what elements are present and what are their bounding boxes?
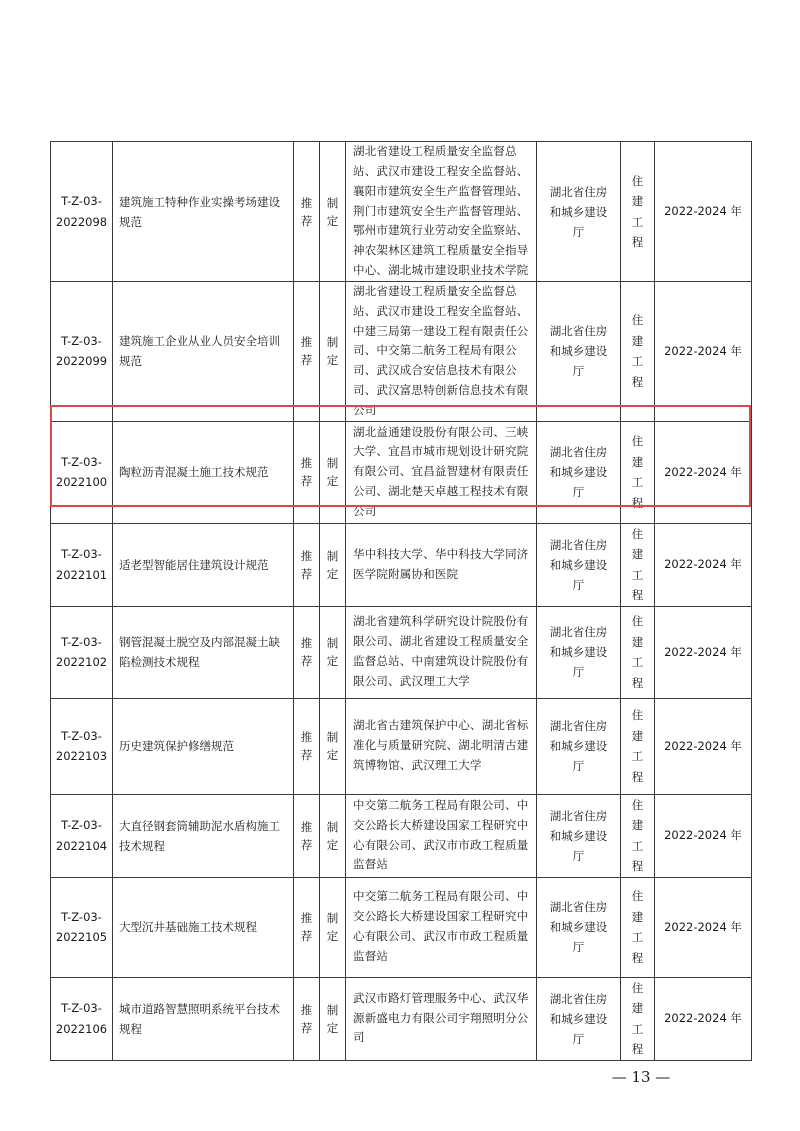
standard-nature: 制定 xyxy=(320,698,346,794)
competent-department: 湖北省住房和城乡建设厅 xyxy=(537,606,621,698)
standard-type: 推荐 xyxy=(294,421,320,523)
standard-nature: 制定 xyxy=(320,142,346,282)
category: 住建工程 xyxy=(621,977,655,1060)
standard-type: 推荐 xyxy=(294,142,320,282)
period: 2022-2024 年 xyxy=(655,977,752,1060)
table-row xyxy=(51,794,752,877)
category: 住建工程 xyxy=(621,698,655,794)
standard-nature: 制定 xyxy=(320,282,346,422)
table-row xyxy=(51,877,752,977)
period: 2022-2024 年 xyxy=(655,877,752,977)
drafting-units: 中交第二航务工程局有限公司、中交公路长大桥建设国家工程研究中心有限公司、武汉市市政工程质量监督站 xyxy=(346,794,537,877)
standard-nature: 制定 xyxy=(320,877,346,977)
category: 住建工程 xyxy=(621,523,655,606)
competent-department: 湖北省住房和城乡建设厅 xyxy=(537,282,621,422)
standard-nature: 制定 xyxy=(320,523,346,606)
standard-nature: 制定 xyxy=(320,794,346,877)
standard-name: 城市道路智慧照明系统平台技术规程 xyxy=(113,977,294,1060)
standard-nature: 制定 xyxy=(320,421,346,523)
table-row xyxy=(51,142,752,282)
standard-code: T-Z-03-2022100 xyxy=(51,421,113,523)
category: 住建工程 xyxy=(621,877,655,977)
drafting-units: 湖北省古建筑保护中心、湖北省标准化与质量研究院、湖北明清古建筑博物馆、武汉理工大学 xyxy=(346,698,537,794)
drafting-units: 湖北益通建设股份有限公司、三峡大学、宜昌市城市规划设计研究院有限公司、宜昌益智建材有限责任公司、湖北楚天卓越工程技术有限公司 xyxy=(346,421,537,523)
standard-code: T-Z-03-2022099 xyxy=(51,282,113,422)
drafting-units: 中交第二航务工程局有限公司、中交公路长大桥建设国家工程研究中心有限公司、武汉市市政工程质量监督站 xyxy=(346,877,537,977)
period: 2022-2024 年 xyxy=(655,698,752,794)
category: 住建工程 xyxy=(621,794,655,877)
standard-name: 建筑施工企业从业人员安全培训规范 xyxy=(113,282,294,422)
standard-type: 推荐 xyxy=(294,877,320,977)
standard-type: 推荐 xyxy=(294,977,320,1060)
standard-name: 适老型智能居住建筑设计规范 xyxy=(113,523,294,606)
period: 2022-2024 年 xyxy=(655,794,752,877)
standard-name: 陶粒沥青混凝土施工技术规范 xyxy=(113,421,294,523)
table-row xyxy=(51,977,752,1060)
drafting-units: 湖北省建设工程质量安全监督总站、武汉市建设工程安全监督站、中建三局第一建设工程有限责任公司、中交第二航务工程局有限公司、武汉成合安信息技术有限公司、武汉富思特创新信息技术有限公司 xyxy=(346,282,537,422)
drafting-units: 武汉市路灯管理服务中心、武汉华源新盛电力有限公司宇翔照明分公司 xyxy=(346,977,537,1060)
standard-name: 大型沉井基础施工技术规程 xyxy=(113,877,294,977)
table-row xyxy=(51,282,752,422)
period: 2022-2024 年 xyxy=(655,421,752,523)
drafting-units: 湖北省建设工程质量安全监督总站、武汉市建设工程安全监督站、襄阳市建筑安全生产监督管理站、荆门市建筑安全生产监督管理站、鄂州市建筑行业劳动安全监察站、神农架林区建筑工程质量安全指导中心、湖北城市建设职业技术学院 xyxy=(346,142,537,282)
standard-type: 推荐 xyxy=(294,698,320,794)
standard-name: 历史建筑保护修缮规范 xyxy=(113,698,294,794)
standard-code: T-Z-03-2022105 xyxy=(51,877,113,977)
category: 住建工程 xyxy=(621,142,655,282)
competent-department: 湖北省住房和城乡建设厅 xyxy=(537,421,621,523)
table-row xyxy=(51,421,752,523)
period: 2022-2024 年 xyxy=(655,606,752,698)
standard-code: T-Z-03-2022103 xyxy=(51,698,113,794)
standard-type: 推荐 xyxy=(294,523,320,606)
page-number: — 13 — xyxy=(611,1068,671,1086)
competent-department: 湖北省住房和城乡建设厅 xyxy=(537,977,621,1060)
standard-name: 钢管混凝土脱空及内部混凝土缺陷检测技术规程 xyxy=(113,606,294,698)
standard-code: T-Z-03-2022098 xyxy=(51,142,113,282)
standard-nature: 制定 xyxy=(320,606,346,698)
standards-table xyxy=(50,141,752,1061)
table-row xyxy=(51,698,752,794)
period: 2022-2024 年 xyxy=(655,282,752,422)
drafting-units: 华中科技大学、华中科技大学同济医学院附属协和医院 xyxy=(346,523,537,606)
competent-department: 湖北省住房和城乡建设厅 xyxy=(537,523,621,606)
competent-department: 湖北省住房和城乡建设厅 xyxy=(537,698,621,794)
category: 住建工程 xyxy=(621,606,655,698)
standard-code: T-Z-03-2022101 xyxy=(51,523,113,606)
standard-type: 推荐 xyxy=(294,606,320,698)
drafting-units: 湖北省建筑科学研究设计院股份有限公司、湖北省建设工程质量安全监督总站、中南建筑设计院股份有限公司、武汉理工大学 xyxy=(346,606,537,698)
standard-code: T-Z-03-2022106 xyxy=(51,977,113,1060)
competent-department: 湖北省住房和城乡建设厅 xyxy=(537,794,621,877)
period: 2022-2024 年 xyxy=(655,523,752,606)
standard-nature: 制定 xyxy=(320,977,346,1060)
category: 住建工程 xyxy=(621,421,655,523)
competent-department: 湖北省住房和城乡建设厅 xyxy=(537,142,621,282)
standard-code: T-Z-03-2022104 xyxy=(51,794,113,877)
period: 2022-2024 年 xyxy=(655,142,752,282)
standard-code: T-Z-03-2022102 xyxy=(51,606,113,698)
category: 住建工程 xyxy=(621,282,655,422)
competent-department: 湖北省住房和城乡建设厅 xyxy=(537,877,621,977)
table-row xyxy=(51,606,752,698)
standard-type: 推荐 xyxy=(294,282,320,422)
standard-name: 建筑施工特种作业实操考场建设规范 xyxy=(113,142,294,282)
standard-name: 大直径钢套筒辅助泥水盾构施工技术规程 xyxy=(113,794,294,877)
standard-type: 推荐 xyxy=(294,794,320,877)
table-row xyxy=(51,523,752,606)
